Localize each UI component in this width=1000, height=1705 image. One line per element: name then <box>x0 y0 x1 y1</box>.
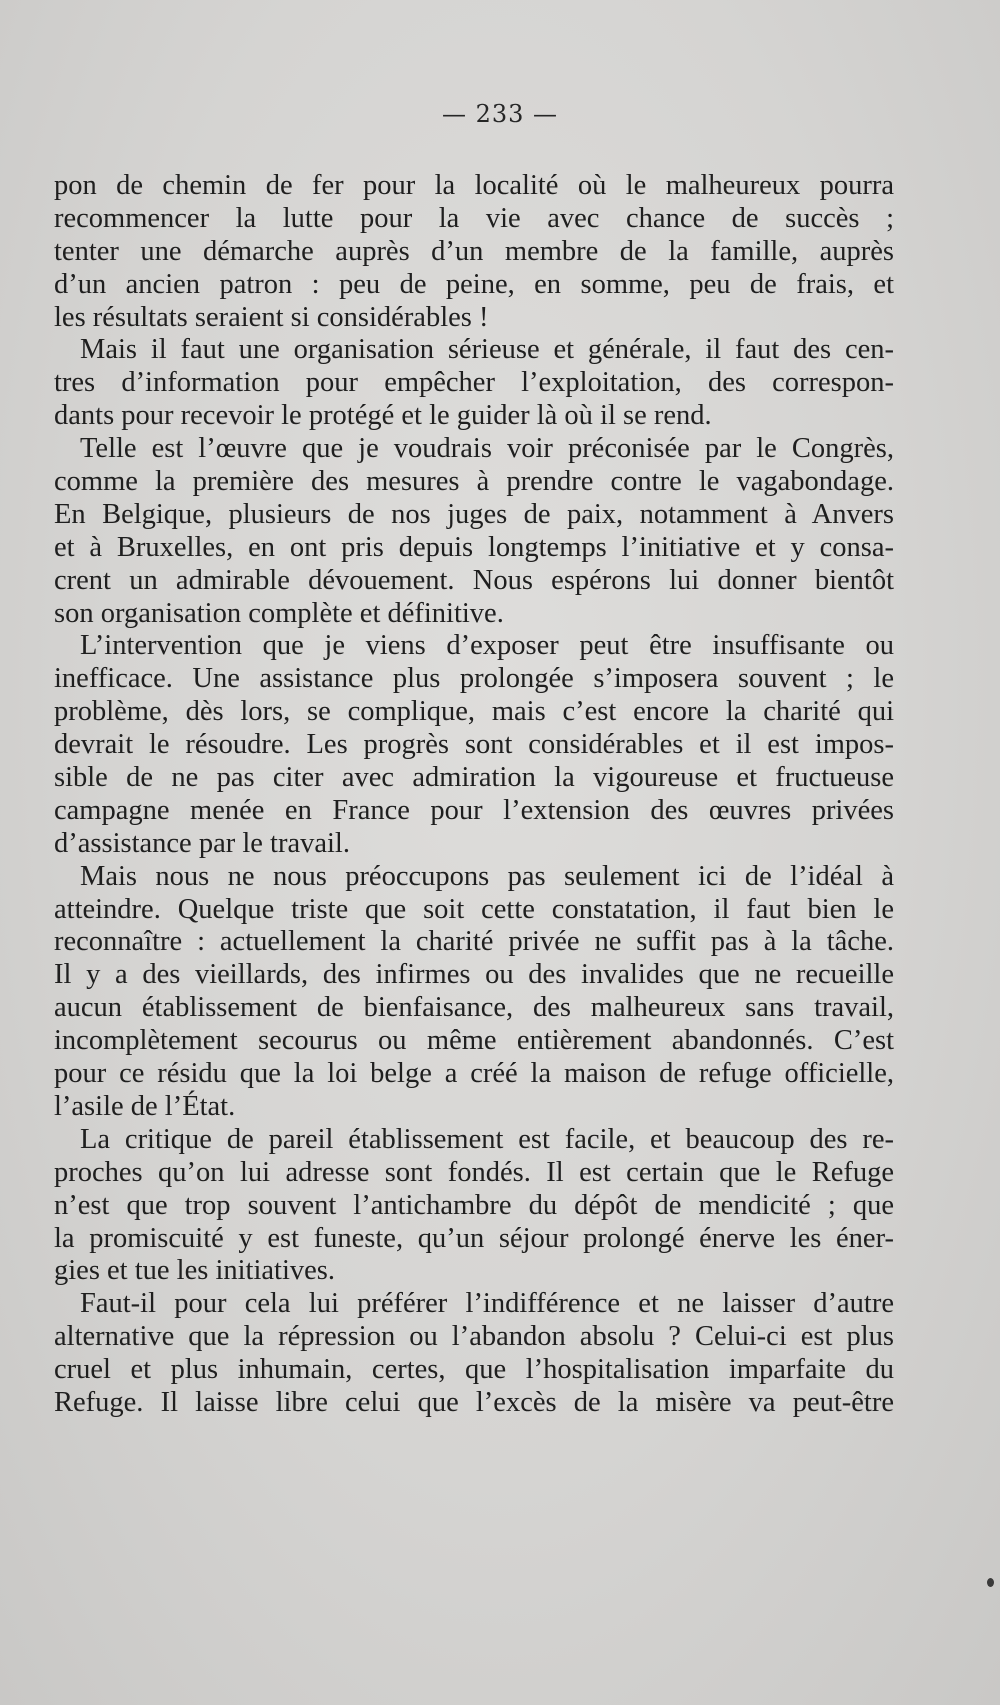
page-number: — 233 — <box>441 100 559 128</box>
text-line: La critique de pareil établissement est facile, et beaucoup des re- <box>80 1123 894 1155</box>
body-text <box>54 170 894 1420</box>
text-line: la promiscuité y est funeste, qu’un séjour prolongé énerve les éner- <box>54 1222 894 1254</box>
text-line: tenter une démarche auprès d’un membre de la famille, auprès <box>54 235 894 267</box>
text-line: cruel et plus inhumain, certes, que l’hospitalisation imparfaite du <box>54 1354 894 1386</box>
text-line: reconnaître : actuellement la charité privée ne suffit pas à la tâche. <box>54 926 894 958</box>
text-line: Refuge. Il laisse libre celui que l’excès de la misère va peut-être <box>54 1386 894 1418</box>
text-line: inefficace. Une assistance plus prolongée s’imposera souvent ; le <box>54 663 894 695</box>
ink-speck <box>987 1578 994 1587</box>
text-line: proches qu’on lui adresse sont fondés. Il est certain que le Refuge <box>54 1156 894 1188</box>
text-line: incomplètement secourus ou même entièrement abandonnés. C’est <box>54 1025 894 1057</box>
text-line: dants pour recevoir le protégé et le guider là où il se rend. <box>54 400 712 432</box>
text-line: Mais nous ne nous préoccupons pas seulement ici de l’idéal à <box>80 860 894 892</box>
text-line: aucun établissement de bienfaisance, des malheureux sans travail, <box>54 992 894 1024</box>
text-line: problème, dès lors, se complique, mais c’est encore la charité qui <box>54 696 894 728</box>
text-line: En Belgique, plusieurs de nos juges de paix, notamment à Anvers <box>54 498 894 530</box>
text-line: Faut-il pour cela lui préférer l’indifférence et ne laisser d’autre <box>80 1288 894 1320</box>
text-line: les résultats seraient si considérables ! <box>54 301 489 333</box>
text-line: Mais il faut une organisation sérieuse et générale, il faut des cen- <box>80 334 894 366</box>
text-line: d’assistance par le travail. <box>54 827 350 859</box>
text-line: pon de chemin de fer pour la localité où le malheureux pourra <box>54 170 894 201</box>
text-line: recommencer la lutte pour la vie avec chance de succès ; <box>54 202 894 234</box>
text-line: campagne menée en France pour l’extension des œuvres privées <box>54 794 894 826</box>
text-line: L’intervention que je viens d’exposer peut être insuffisante ou <box>80 630 894 662</box>
text-line: Telle est l’œuvre que je voudrais voir préconisée par le Congrès, <box>80 433 894 465</box>
text-line: Il y a des vieillards, des infirmes ou des invalides que ne recueille <box>54 959 894 991</box>
text-line: pour ce résidu que la loi belge a créé la maison de refuge officielle, <box>54 1058 894 1090</box>
text-line: d’un ancien patron : peu de peine, en somme, peu de frais, et <box>54 268 894 300</box>
text-line: atteindre. Quelque triste que soit cette constatation, il faut bien le <box>54 893 894 925</box>
text-line: et à Bruxelles, en ont pris depuis longtemps l’initiative et y consa- <box>54 531 894 563</box>
text-line: n’est que trop souvent l’antichambre du dépôt de mendicité ; que <box>54 1189 894 1221</box>
text-line: devrait le résoudre. Les progrès sont considérables et il est impos- <box>54 729 894 761</box>
text-line: crent un admirable dévouement. Nous espérons lui donner bientôt <box>54 564 894 596</box>
text-line: comme la première des mesures à prendre contre le vagabondage. <box>54 466 894 498</box>
text-line: gies et tue les initiatives. <box>54 1255 335 1287</box>
text-line: l’asile de l’État. <box>54 1090 236 1122</box>
text-line: son organisation complète et définitive. <box>54 597 504 629</box>
text-line: sible de ne pas citer avec admiration la vigoureuse et fructueuse <box>54 762 894 794</box>
text-line: alternative que la répression ou l’abandon absolu ? Celui-ci est plus <box>54 1321 894 1353</box>
text-line: tres d’information pour empêcher l’exploitation, des correspon- <box>54 367 894 399</box>
